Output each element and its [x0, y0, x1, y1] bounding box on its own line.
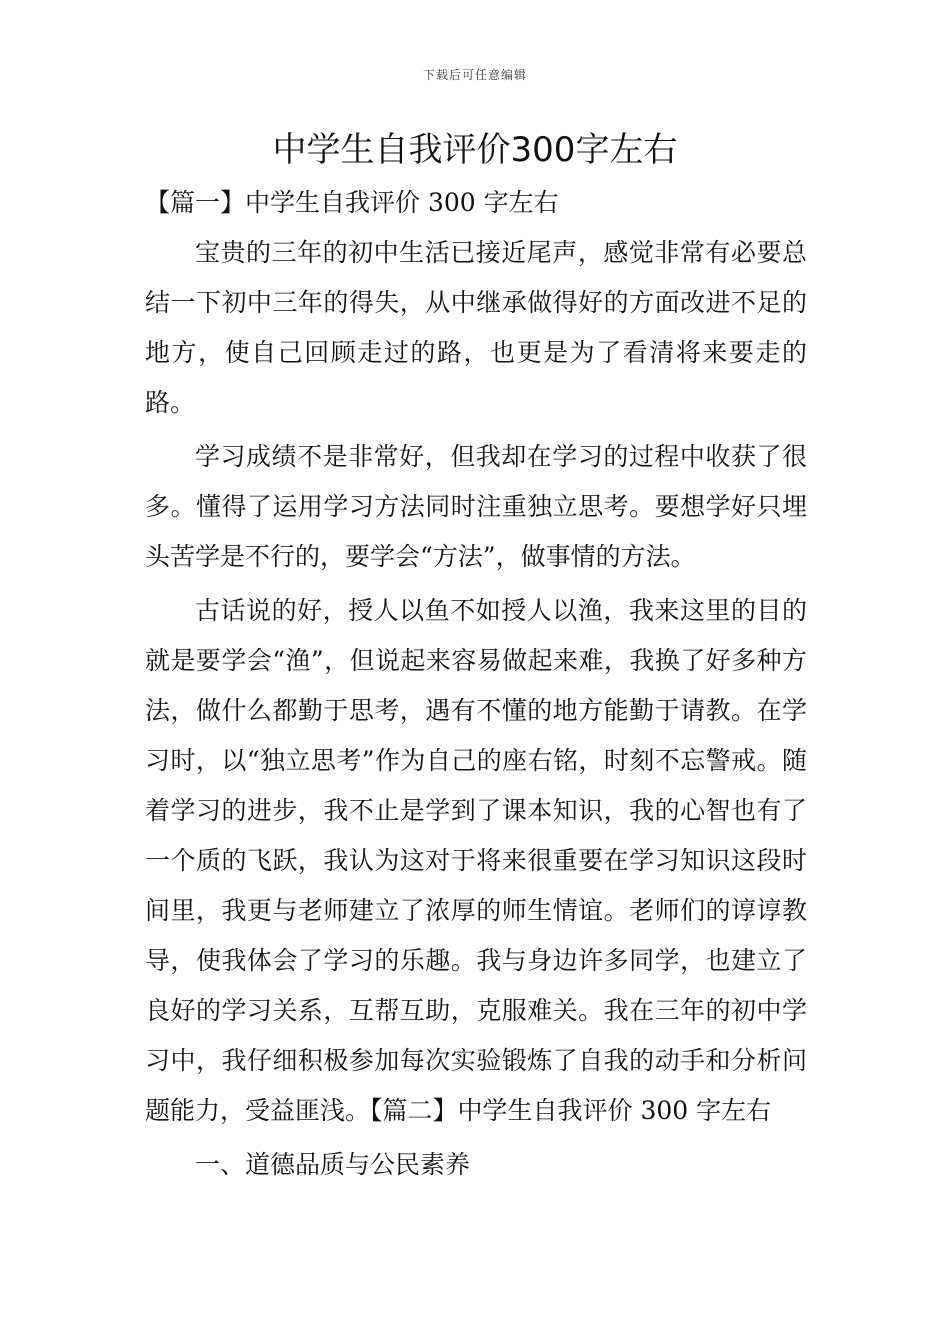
paragraph-3: 古话说的好，授人以鱼不如授人以渔，我来这里的目的就是要学会“渔”，但说起来容易做起来难，我换了好多种方法，做什么都勤于思考，遇有不懂的地方能勤于请教。在学习时，以“独立思考”作为自己的座右铭，时刻不忘警戒。随着学习的进步，我不止是学到了课本知识，我的心智也有了一个质的飞跃，我认为这对于将来很重要在学习知识这段时间里，我更与老师建立了浓厚的师生情谊。老师们的谆谆教导，使我体会了学习的乐趣。我与身边许多同学，也建立了良好的学习关系，互帮互助，克服难关。我在三年的初中学习中，我仔细积极参加每次实验锻炼了自我的动手和分析问题能力，受益匪浅。【篇二】中学生自我评价 300 字左右 [145, 596, 807, 1125]
page-header-note: 下载后可任意编辑 [422, 68, 527, 82]
document-body [145, 178, 807, 1190]
paragraph-1: 宝贵的三年的初中生活已接近尾声，感觉非常有必要总结一下初中三年的得失，从中继承做得好的方面改进不足的地方，使自己回顾走过的路，也更是为了看清将来要走的路。 [145, 238, 807, 417]
subsection-heading: 一、道德品质与公民素养 [195, 1150, 471, 1179]
section-heading-1: 【篇一】中学生自我评价 300 字左右 [145, 188, 559, 217]
document-title: 中学生自我评价300字左右 [272, 130, 678, 170]
paragraph-2: 学习成绩不是非常好，但我却在学习的过程中收获了很多。懂得了运用学习方法同时注重独立思考。要想学好只埋头苦学是不行的，要学会“方法”，做事情的方法。 [145, 442, 807, 571]
